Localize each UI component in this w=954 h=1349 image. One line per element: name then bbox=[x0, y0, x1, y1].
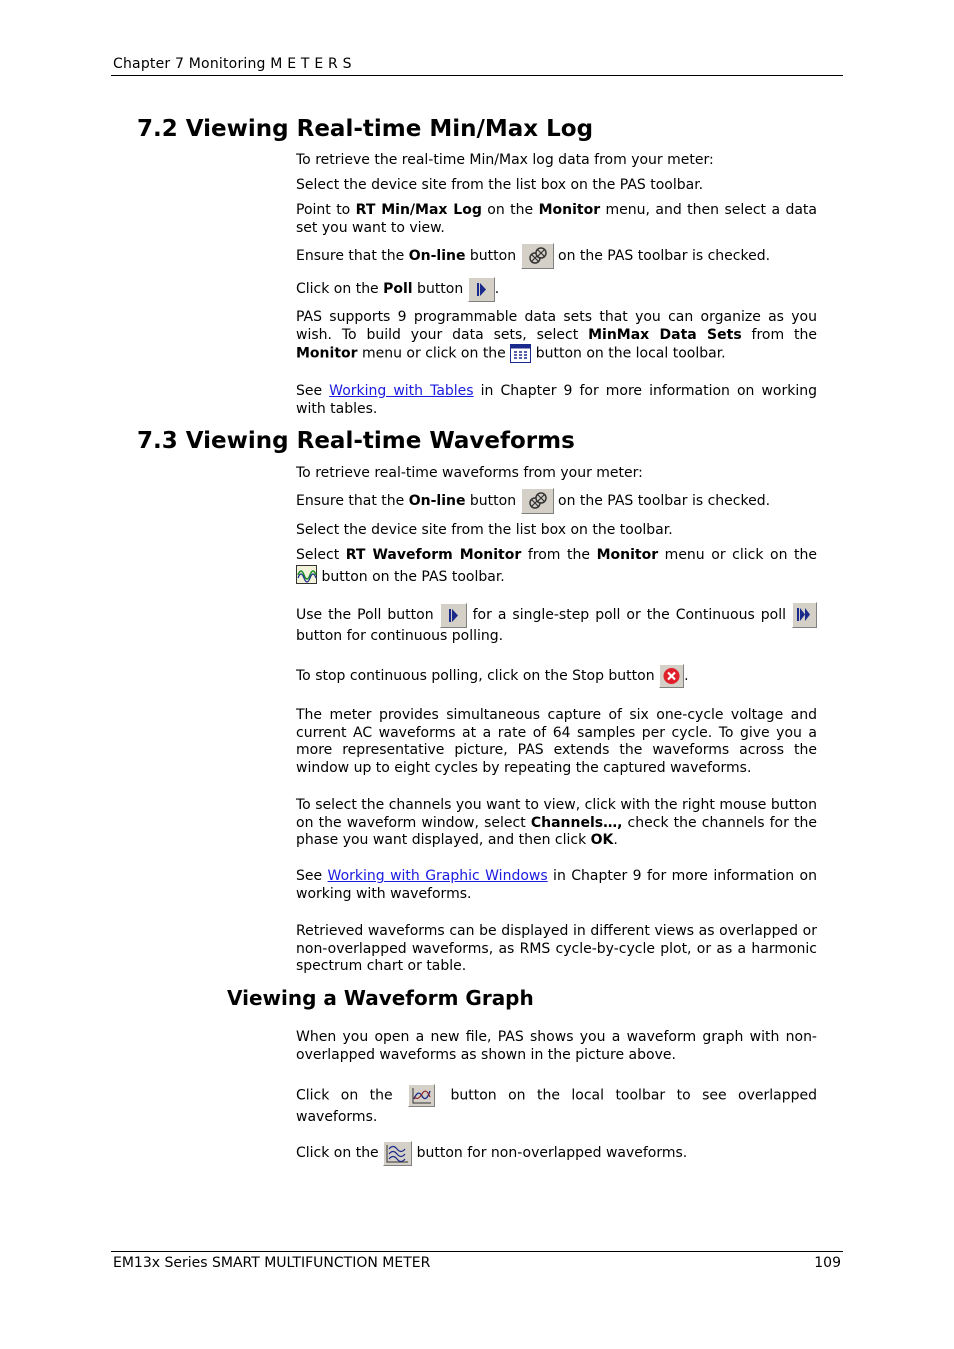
text: Ensure that the bbox=[296, 248, 409, 264]
text: check the channels for the phase you want displayed, and then click bbox=[296, 814, 817, 848]
text: menu or click on the bbox=[357, 345, 511, 362]
text: button on the local toolbar. bbox=[531, 345, 726, 362]
menu-item-name: MinMax Data Sets bbox=[588, 326, 742, 343]
text: menu or click on the bbox=[658, 547, 818, 563]
paragraph bbox=[296, 1140, 817, 1166]
header-rule bbox=[111, 75, 843, 76]
menu-name: Monitor bbox=[596, 547, 659, 563]
button-name: On-line bbox=[408, 493, 466, 509]
text: To stop continuous polling, click on the Stop button bbox=[296, 668, 660, 684]
paragraph bbox=[296, 602, 817, 646]
text: Point to bbox=[296, 202, 356, 218]
non-overlapped-waveforms-icon bbox=[383, 1141, 412, 1166]
text: PAS supports 9 programmable data sets that you can organize as you wish. To build your data sets, select bbox=[296, 309, 817, 343]
text: on the PAS toolbar is checked. bbox=[553, 493, 771, 509]
waveform-monitor-icon bbox=[296, 565, 317, 584]
paragraph bbox=[296, 868, 817, 903]
page-number: 109 bbox=[814, 1255, 841, 1271]
continuous-poll-icon bbox=[792, 602, 817, 628]
paragraph bbox=[296, 243, 817, 269]
paragraph bbox=[296, 547, 817, 586]
chapter-header: Chapter 7 Monitoring M E T E R S bbox=[113, 56, 352, 72]
text: button for non-overlapped waveforms. bbox=[412, 1145, 688, 1161]
text: Click on the bbox=[296, 1145, 384, 1161]
text: See bbox=[296, 868, 328, 884]
text: See bbox=[296, 383, 330, 399]
menu-name: Monitor bbox=[538, 202, 601, 218]
text: from the bbox=[521, 547, 597, 563]
paragraph bbox=[296, 202, 817, 237]
text: from the bbox=[741, 326, 817, 343]
link-working-with-tables[interactable]: Working with Tables bbox=[329, 383, 474, 399]
text: Click on the bbox=[296, 1087, 405, 1104]
paragraph: To retrieve the real-time Min/Max log data from your meter: bbox=[296, 152, 714, 168]
footer-rule bbox=[111, 1251, 843, 1252]
poll-icon bbox=[440, 603, 467, 628]
text: Select bbox=[296, 547, 346, 563]
text: in Chapter 9 for more information on working with tables. bbox=[296, 383, 817, 417]
button-name: Poll bbox=[383, 281, 413, 297]
text: in Chapter 9 for more information on working with waveforms. bbox=[296, 868, 817, 902]
text: button bbox=[412, 281, 468, 297]
text: . bbox=[684, 668, 689, 684]
button-name: OK bbox=[590, 832, 614, 848]
section-heading-7-3: 7.3 Viewing Real-time Waveforms bbox=[137, 428, 575, 454]
paragraph bbox=[296, 797, 817, 850]
text: button for continuous polling. bbox=[296, 628, 504, 644]
text: menu, and then select a data set you want to view. bbox=[296, 202, 818, 236]
text: button bbox=[465, 493, 521, 509]
menu-item-name: Channels…, bbox=[530, 814, 623, 831]
text: . bbox=[613, 832, 618, 848]
table-grid-icon bbox=[510, 344, 531, 363]
text: button bbox=[465, 248, 521, 264]
paragraph: To retrieve real-time waveforms from your meter: bbox=[296, 465, 643, 481]
menu-item-name: RT Waveform Monitor bbox=[345, 547, 522, 563]
text: button on the local toolbar to see overlapped waveforms. bbox=[296, 1087, 818, 1125]
paragraph: Retrieved waveforms can be displayed in different views as overlapped or non-overlapped waveforms, as RMS cycle-by-cycle plot, or as a harmonic spectrum chart or table. bbox=[296, 923, 817, 974]
paragraph: When you open a new file, PAS shows you a waveform graph with non-overlapped waveforms as shown in the picture above. bbox=[296, 1029, 817, 1063]
text: Use the Poll button bbox=[296, 607, 440, 623]
paragraph: Select the device site from the list box on the PAS toolbar. bbox=[296, 177, 704, 193]
stop-icon bbox=[659, 664, 684, 688]
paragraph bbox=[296, 488, 817, 514]
online-icon bbox=[521, 243, 554, 269]
menu-name: Monitor bbox=[296, 345, 358, 362]
button-name: On-line bbox=[408, 248, 466, 264]
section-heading-7-2: 7.2 Viewing Real-time Min/Max Log bbox=[137, 116, 594, 142]
text: To select the channels you want to view, click with the right mouse button on the waveform window, select bbox=[296, 797, 817, 831]
text: Click on the bbox=[296, 281, 384, 297]
online-icon bbox=[521, 488, 554, 514]
paragraph bbox=[296, 309, 817, 363]
text: for a single-step poll or the Continuous poll bbox=[466, 607, 792, 623]
poll-icon bbox=[468, 277, 495, 302]
text: on the PAS toolbar is checked. bbox=[553, 248, 771, 264]
paragraph bbox=[296, 663, 817, 689]
link-working-with-graphic-windows[interactable]: Working with Graphic Windows bbox=[327, 868, 548, 884]
paragraph bbox=[296, 276, 817, 302]
subsection-heading: Viewing a Waveform Graph bbox=[227, 986, 534, 1010]
paragraph bbox=[296, 1084, 817, 1127]
text: . bbox=[494, 281, 500, 297]
paragraph bbox=[296, 383, 817, 418]
text: Ensure that the bbox=[296, 493, 409, 509]
text: button on the PAS toolbar. bbox=[317, 568, 505, 585]
text: on the bbox=[481, 202, 539, 218]
paragraph: Select the device site from the list box on the toolbar. bbox=[296, 522, 673, 538]
paragraph: The meter provides simultaneous capture of six one-cycle voltage and current AC waveforms at a rate of 64 samples per cycle. To give you a more representative picture, PAS extends the waveforms across the window up to eight cycles by repeating the captured waveforms. bbox=[296, 707, 817, 776]
footer-title: EM13x Series SMART MULTIFUNCTION METER bbox=[113, 1255, 431, 1271]
overlapped-waveforms-icon bbox=[408, 1084, 435, 1107]
menu-item-name: RT Min/Max Log bbox=[355, 202, 482, 218]
